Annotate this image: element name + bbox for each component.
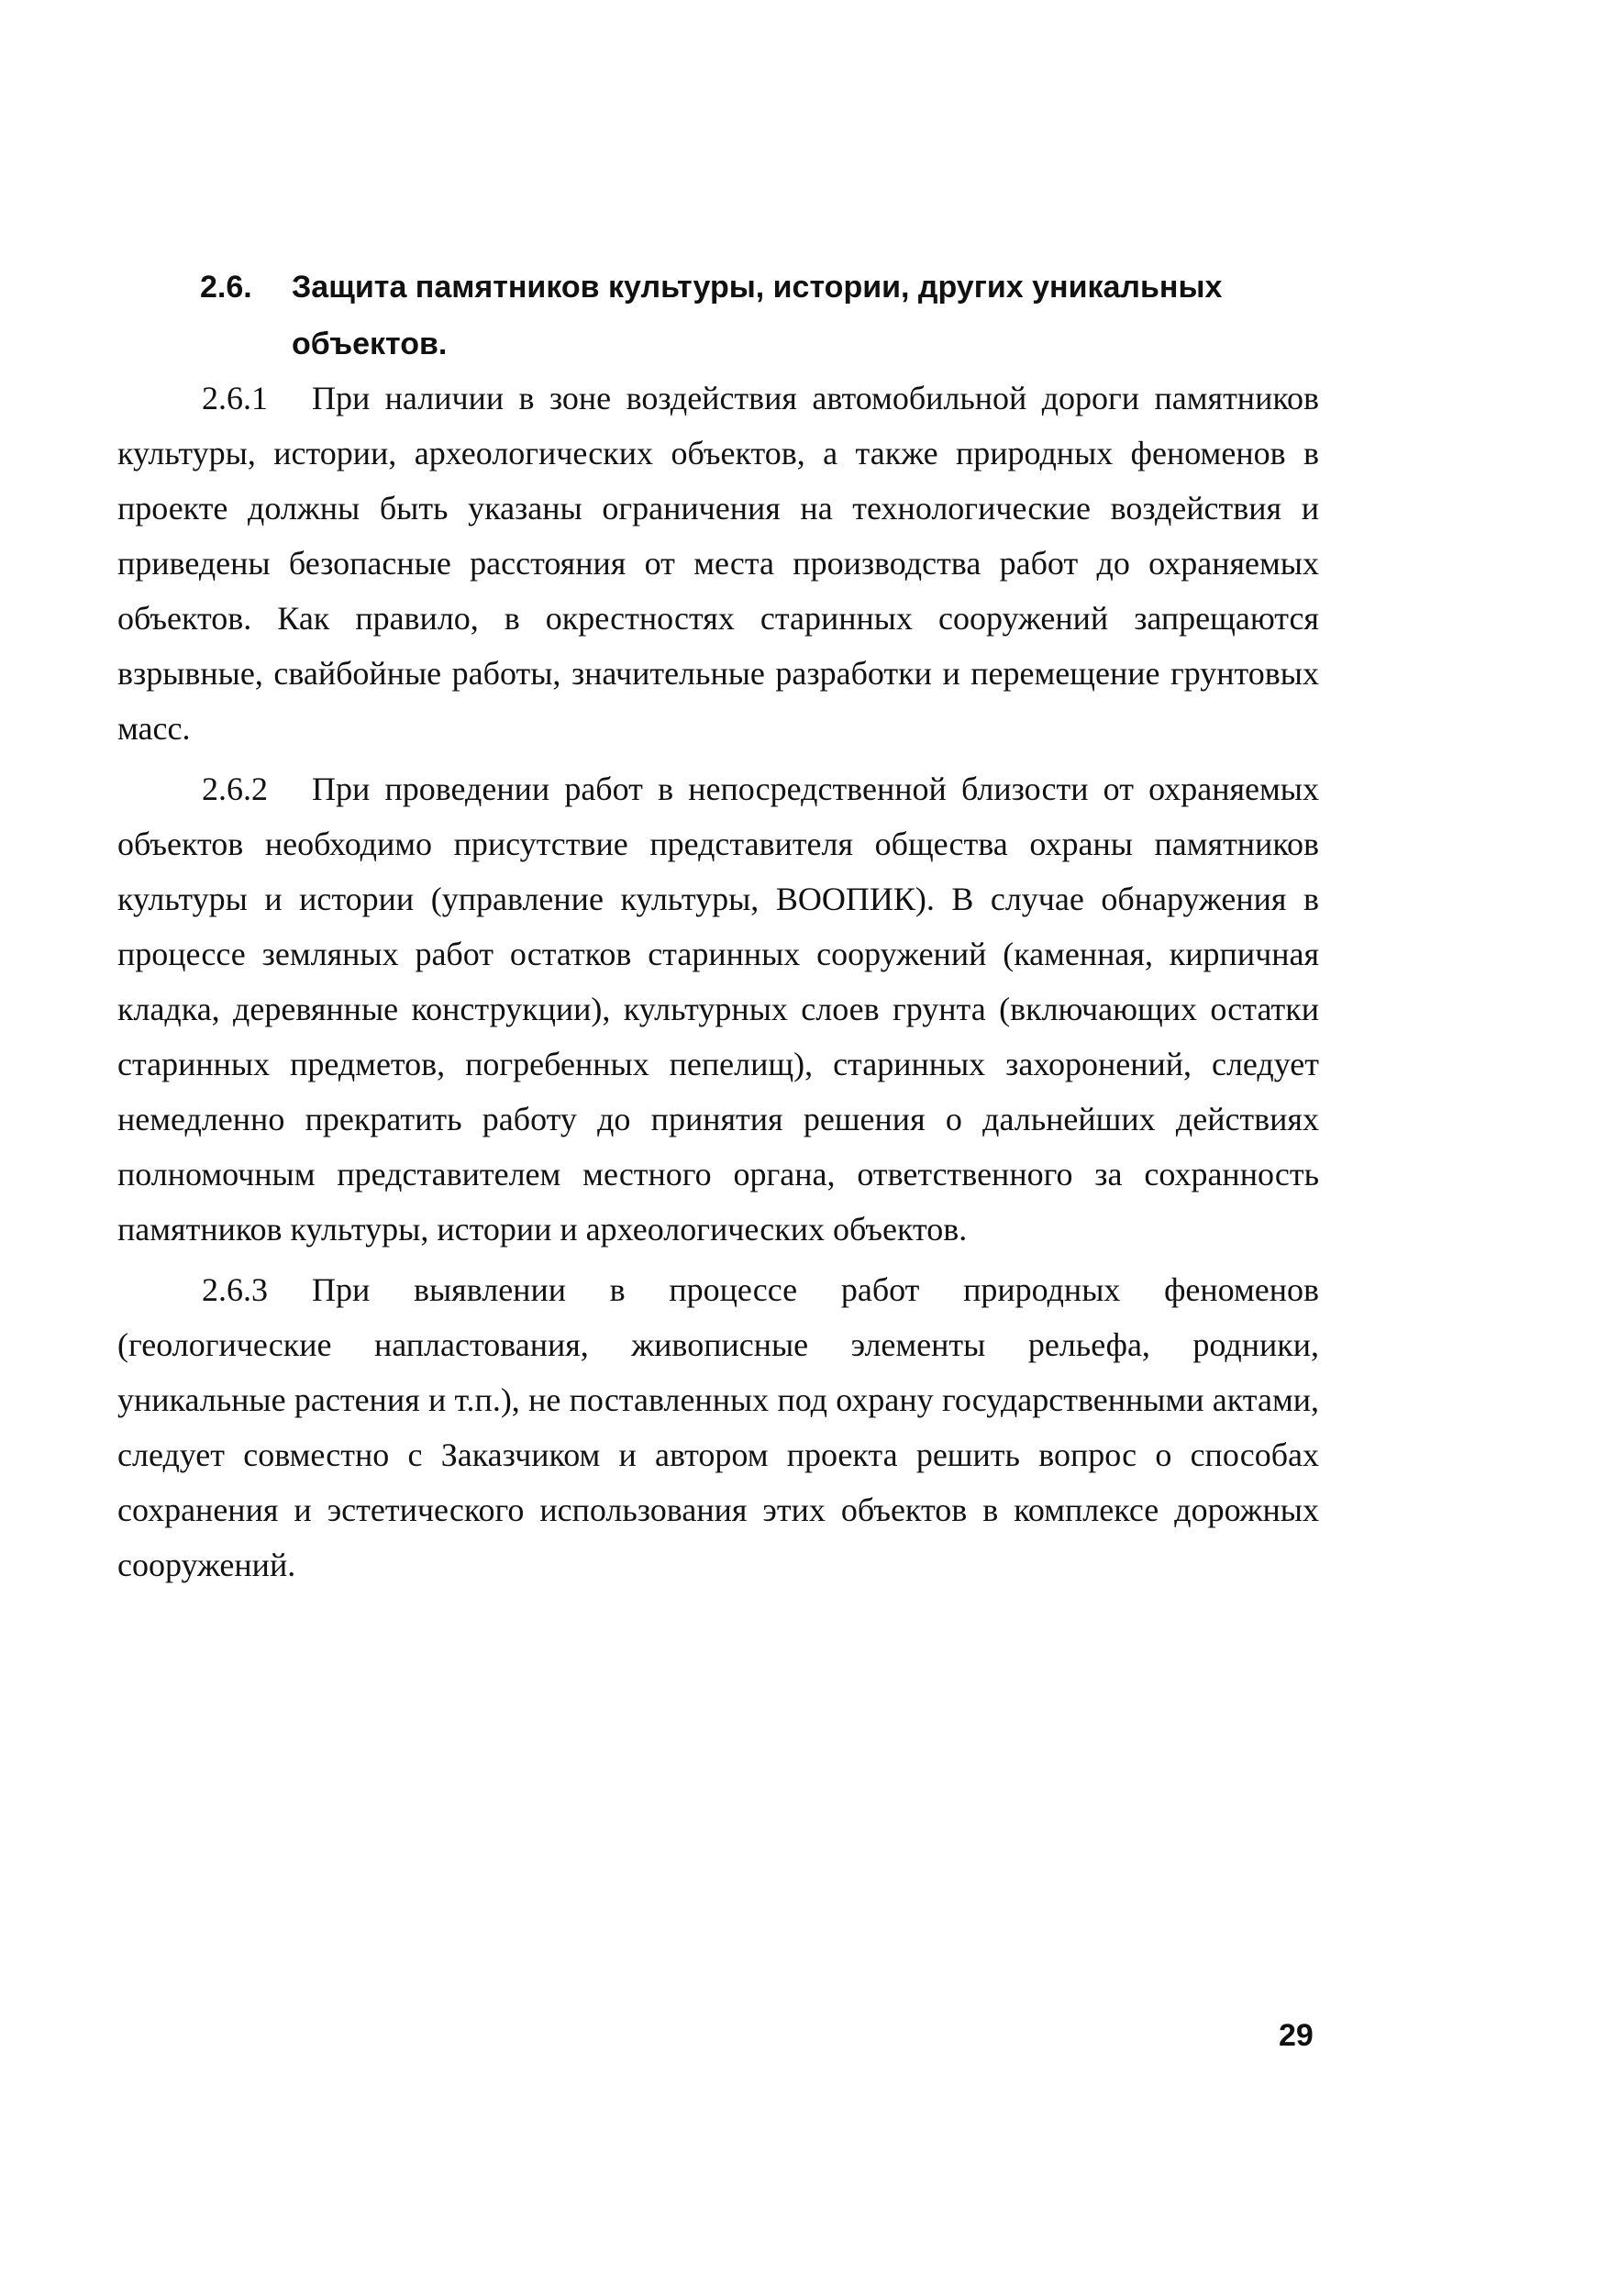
paragraph-number: 2.6.2 — [202, 771, 268, 807]
section-title-line2: объектов. — [292, 327, 448, 361]
page-number: 29 — [1279, 2018, 1314, 2053]
paragraph-text: При наличии в зоне воздействия автомобильной дороги памятников культуры, истории, археологических объектов, а также природных феноменов в проекте должны быть указаны ограничения на технологические воздействия и приведены безопасные расстояния от места производства работ до охраняемых объектов. Как правило, в окрестностях старинных сооружений запрещаются взрывные, свайбойные работы, значительные разработки и перемещение грунтовых масс. — [117, 380, 1319, 747]
paragraph-text: При выявлении в процессе работ природных феноменов (геологические напластования, живописные элементы рельефа, родники, уникальные растения и т.п.), не поставленных под охрану государственными актами, следует совместно с Заказчиком и автором проекта решить вопрос о способах сохранения и эстетического использования этих объектов в комплексе дорожных сооружений. — [117, 1271, 1319, 1583]
paragraph-number: 2.6.3 — [202, 1271, 268, 1308]
paragraph — [117, 371, 1319, 756]
section-title-line1: Защита памятников культуры, истории, других уникальных — [292, 270, 1223, 305]
section-number: 2.6. — [200, 270, 252, 305]
paragraph-text: При проведении работ в непосредственной близости от охраняемых объектов необходимо присутствие представителя общества охраны памятников культуры и истории (управление культуры, ВООПИК). В случае обнаружения в процессе земляных работ остатков старинных сооружений (каменная, кирпичная кладка, деревянные конструкции), культурных слоев грунта (включающих остатки старинных предметов, погребенных пепелищ), старинных захоронений, следует немедленно прекратить работу до принятия решения о дальнейших действиях полномочным представителем местного органа, ответственного за сохранность памятников культуры, истории и археологических объектов. — [117, 771, 1319, 1248]
paragraph — [117, 1262, 1319, 1592]
section-body — [117, 371, 1319, 1598]
paragraph-number: 2.6.1 — [202, 380, 268, 416]
paragraph — [117, 761, 1319, 1257]
section-heading — [200, 259, 1301, 372]
